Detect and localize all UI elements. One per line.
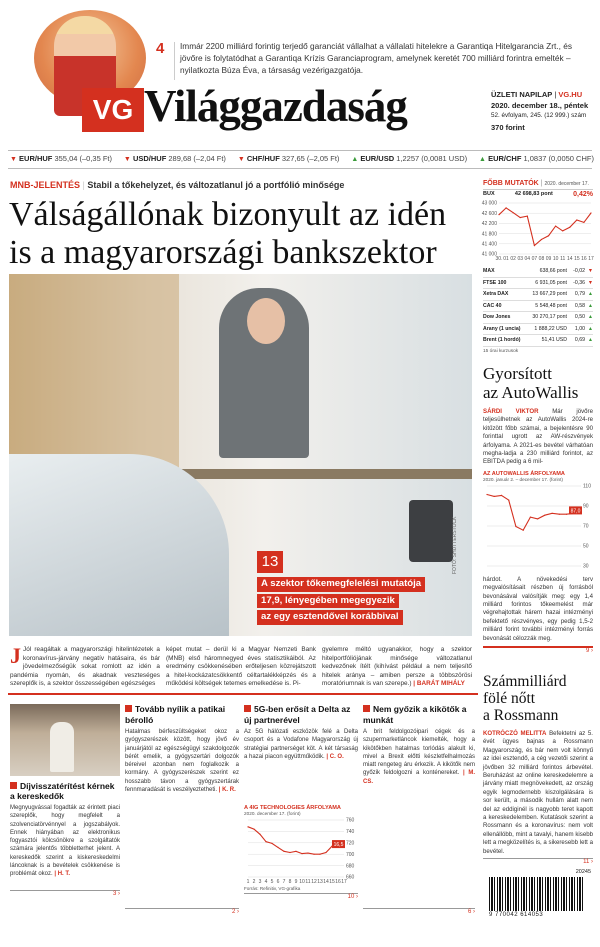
autowallis-page[interactable]: 9 (585, 648, 590, 655)
data-point (569, 227, 570, 228)
series-line (487, 494, 581, 530)
lead-rule (8, 693, 478, 695)
fx-value: 1,0837 (0,0050 CHF) (523, 154, 594, 163)
x-tick-label: 14 (323, 879, 329, 885)
story-4-page[interactable]: 6 (467, 909, 472, 915)
barcode-bars (489, 877, 585, 911)
drop-cap: J (10, 643, 21, 668)
issue-date: 2020. december 18., péntek (491, 101, 589, 110)
bottom-story-1: Díjvisszatérítést kérnek a kereskedők Megnyugvással fogadták az érintett piaci szereplők, hogy megfelelt a szolvenciatörvénnyel a jogszabályok. Ennek hiányában az elektronikus fogyasztói kölcsönökre a szolgáltatók számára jelentős többletterhet jelent. A kereskedők szerint a kiskereskedelmi láncoknak is a bevételek csökkenése is problémát okoz. | H. T. 3 › (10, 704, 120, 897)
fx-pair: CHF/HUF (246, 154, 280, 163)
market-value: 1 888,22 USD (534, 325, 567, 332)
market-row (483, 266, 593, 278)
arrow-down-icon: ▼ (587, 279, 593, 286)
y-tick-label: 41 400 (481, 241, 497, 248)
data-point (548, 235, 549, 236)
data-point (253, 829, 254, 830)
barcode (483, 869, 593, 923)
y-tick-label: 90 (583, 503, 589, 510)
y-tick-label: 41 000 (481, 251, 497, 258)
lead-author: | BARÁT MIHÁLY (413, 680, 465, 688)
autowallis-chart-title: AZ AUTOWALLIS ÁRFOLYAMA (483, 470, 565, 477)
arrow-down-icon: ▼ (123, 156, 131, 163)
y-tick-label: 740 (346, 829, 355, 836)
highlight-number: 13 (257, 551, 283, 573)
x-tick-label: 10 (299, 879, 305, 885)
arrow-up-icon: ▲ (587, 302, 593, 309)
market-change: 0,58 (574, 302, 585, 309)
y-tick-label: 30 (583, 563, 589, 570)
x-tick-label: 09 (545, 256, 552, 262)
market-change: 0,69 (574, 337, 585, 343)
autowallis-story: Gyorsított az AutoWallis SÁRDI VIKTOR Már jövőre teljesülhetnek az AutoWallis 2024-re kitűzött főbb számai, a bejelentésre 90 forinttal ugrott az AW-részvények árfolyama. A 2021-es bevétel várhatóan megha-ladja a 230 milliárd forintot, az EBITDA pedig a 6 mil- AZ AUTOWALLIS ÁRFOLYAMA 2020. január 2. – december 17. (forint) 110 90 70 50 30 87,0 hárdot. A növekedési terv megvalósításait részben új forrásból bevonásával valósítják meg: egy 1,4 milliárd forintos tőkeemelést már végrehajtottak hárem hazai intézményi befektető részvényes, egy pedig 1,5-2 milliárd forint további intézményi forrás bevonását célozzák meg. 9 › (483, 364, 593, 655)
teaser-divider (174, 42, 175, 80)
arrow-up-icon: ▲ (587, 337, 593, 343)
fx-item-4 (479, 154, 594, 166)
data-point (494, 496, 495, 497)
x-tick-label: 4 (264, 879, 268, 885)
market-name: Dow Jones (483, 314, 511, 320)
bottom-story-4: Nem győzik a kikötők a munkát A brit feldolgozóipari cégek és a szupermarketláncok kiemelték, hogy a kikötőkben hatalmas torlódás alakult ki, mivel a Brexit előtti készletfelhalmozás miatt rengeteg áru érkezik. A kikötők nem győzik feldolgozni a konténereket. | M. CS. 6 › (363, 704, 475, 915)
data-point (537, 518, 538, 519)
market-name: FTSE 100 (483, 279, 507, 286)
fx-pair: EUR/CHF (488, 154, 522, 163)
story-1-photo-figure (50, 722, 74, 772)
y-tick-label: 110 (583, 483, 591, 490)
story-3-text: Az 5G hálózati eszközök felé a Delta csoport és a Vodafone Magyarország új stratégiai partnerséget köt. A két társaság a hazai piacon együttműködik. (244, 729, 358, 760)
fx-pair: USD/HUF (132, 154, 167, 163)
autowallis-author: SÁRDI VIKTOR (483, 408, 539, 415)
story-2-page[interactable]: 2 (231, 909, 236, 915)
autowallis-headline[interactable] (483, 364, 593, 402)
market-value: 51,41 USD (541, 337, 567, 343)
photo-card-terminal (409, 500, 453, 562)
series-line (499, 208, 591, 246)
lead-body-col-2: képet mutat – derül ki a Magyar Nemzeti Bank (MNB) első háromnegyed éves statisztikáiból. Az eredmény csökkenésében erőteljesen közrejátszott a hitel-kockázatcsökkentő céltartalékképzés és a működési költségek tetemes emelkedése is. Pi- (166, 646, 316, 688)
fx-item-2 (238, 154, 340, 166)
y-tick-label: 680 (346, 863, 355, 870)
market-rows (483, 266, 593, 347)
markets-panel: FŐBB MUTATÓK | 2020. december 17. BUX 42 698,83 pont 0,42% 43 000 42 600 42 200 41 800 41 400 41 000 30. 01 02 03 04 07 08 09 10 11 14 15 16 17 MAX 638,66 pont -0,02 ▼ FTSE 100 6 931,05 pont -0,36 ▼ Xetra DAX 13 667,29 pont 0,79 ▲ CAC 40 5 548,48 pont 0,58 ▲ Dow Jones 30 270,17 pont 0,50 ▲ Arany (1 uncia) 1 888,22 USD 1,00 ▲ Brent (1 hordó) 51,41 USD 0,69 ▲ 15 órai kurzusok (481, 180, 594, 354)
fx-item-0 (10, 154, 112, 166)
lead-headline-line-1: Válságállónak bizonyult az idén (9, 196, 447, 233)
fx-item-1 (124, 154, 226, 166)
last-value-label: 16,5 (333, 842, 344, 849)
x-tick-label: 01 (503, 256, 509, 262)
data-point (319, 854, 320, 855)
y-tick-label: 50 (583, 543, 589, 550)
autowallis-chart (483, 482, 593, 574)
data-point (520, 217, 521, 218)
x-tick-label: 10 (552, 256, 559, 262)
lead-kicker: MNB-JELENTÉS (10, 180, 81, 190)
x-tick-label: 17 (588, 256, 594, 262)
data-point (265, 841, 266, 842)
site-link[interactable]: VG.HU (558, 90, 583, 99)
bux-change: 0,42% (573, 191, 593, 198)
tagline-block: ÜZLETI NAPILAP | VG.HU 2020. december 18., péntek 52. évfolyam, 245. (12 999.) szám 370 forint (491, 90, 595, 133)
y-tick-label: 660 (346, 874, 355, 881)
lead-body-3: gyelemre méltó ugyanakkor, hogy a szektor hitelportfóliójának minősége változatlanul kedvezőnek ítélt (kihívást például a nem teljesítő hitelek aránya – amiben persze a többszörösi moratóriumnak is van szerepe.) (322, 646, 472, 688)
bottom-story-3: 5G-ben erősít a Delta az új partnerével Az 5G hálózati eszközök felé a Delta csoport és a Vodafone Magyarország új stratégiai partnerséget köt. A két társaság a hazai piacon együttműködik. | C. O. A 4IG TECHNOLOGIES ÁRFOLYAMA 2020. december 17. (forint) 760 740 720 700 680 660 1 2 3 4 5 6 7 8 9 10 11 12 13 14 15 16 17 16,5 Forrás: Refinitiv, VG-grafika 10 › (244, 704, 358, 900)
arrow-down-icon: ▼ (10, 156, 17, 163)
market-name: MAX (483, 268, 495, 274)
story-4-author: | M. CS. (363, 770, 475, 785)
data-point (247, 826, 248, 827)
highlight-box (257, 577, 425, 625)
market-value: 30 270,17 pont (532, 314, 567, 320)
data-point (541, 239, 542, 240)
arrow-up-icon: ▲ (587, 314, 593, 320)
autowallis-text: Már jövőre teljesülhetnek az AutoWallis 2024-re kitűzött főbb számai, a bejelentésre 90 forinttal ugrott az AW-részvények árfolyama. A 2021-es bevétel várhatóan megha-ladja a 230 milliárd forintot, az EBITDA pedig a 6 mil- (483, 408, 593, 466)
lead-subkicker: Stabil a tőkehelyzet, és változatlanul jó a portfólió minősége (87, 180, 345, 190)
x-tick-label: 2 (252, 879, 256, 885)
x-tick-label: 17 (341, 879, 347, 885)
rossmann-author: KOTRÓCZÓ MELITTA (483, 730, 547, 737)
story-4-headline-text: Nem győzik a kikötők a munkát (363, 704, 467, 725)
story-2-author: | K. R. (218, 787, 236, 794)
data-point (559, 513, 560, 514)
arrow-up-icon: ▲ (351, 156, 359, 163)
markets-date: 2020. december 17. (544, 181, 589, 187)
x-tick-label: 3 (258, 879, 262, 885)
x-tick-label: 14 (566, 256, 573, 262)
y-tick-label: 42 600 (481, 210, 497, 217)
arrow-up-icon: ▲ (587, 325, 593, 332)
data-point (498, 214, 499, 215)
y-tick-label: 42 200 (481, 221, 497, 228)
market-change: 0,79 (574, 291, 585, 297)
highlight-line-2: 17,9, lényegében megegyezik (257, 594, 399, 609)
data-point (501, 495, 502, 496)
x-tick-label: 16 (581, 256, 587, 262)
bux-value: 42 698,83 pont (514, 191, 553, 197)
x-tick-label: 08 (538, 256, 545, 262)
lead-body-1: Jól reagáltak a magyarországi hitelintézetek a koronavírus-járvány negatív hatásaira, és bár jövedelmezőségük sokat romlott az idén a pandémia nyomán, és akadnak veszteséges szereplők is, a szektor összességében egészséges (10, 646, 160, 688)
highlight-line-1: A szektor tőkemegfelelési mutatója (257, 577, 425, 592)
x-tick-label: 8 (288, 879, 292, 885)
autowallis-headline-1: Gyorsított (483, 364, 552, 383)
market-change: -0,02 (573, 268, 585, 274)
fx-ticker (10, 154, 594, 166)
story-3-headline[interactable] (244, 704, 358, 725)
x-tick-label: 1 (246, 879, 250, 885)
market-row (483, 312, 593, 324)
fourig-chart-title: A 4IG TECHNOLOGIES ÁRFOLYAMA (244, 805, 341, 811)
photo-credit: FOTÓ: SHUTTERSTOCK (452, 516, 458, 574)
data-point (566, 513, 567, 514)
fx-value: 289,68 (–2,04 Ft) (168, 154, 226, 163)
market-row (483, 301, 593, 313)
story-3-page[interactable]: 10 (347, 894, 355, 900)
market-value: 5 548,48 pont (535, 302, 567, 309)
x-tick-label: 5 (270, 879, 274, 885)
rossmann-headline[interactable] (483, 673, 593, 724)
fx-pair: EUR/USD (360, 154, 395, 163)
data-point (583, 222, 584, 223)
fourig-chart (244, 816, 358, 886)
market-row (483, 278, 593, 290)
rossmann-headline-1: Számmilliárd (483, 673, 567, 690)
story-1-headline[interactable] (10, 781, 120, 801)
price: 370 forint (491, 123, 525, 132)
data-point (530, 516, 531, 517)
photo-teller-face (247, 298, 285, 344)
market-change: 0,50 (574, 314, 585, 320)
story-1-author: | H. T. (54, 871, 71, 878)
data-point (508, 499, 509, 500)
fx-rule (8, 168, 592, 169)
y-tick-label: 41 800 (481, 231, 497, 238)
vg-logo: VG (82, 88, 144, 132)
story-1-page[interactable]: 3 (112, 891, 117, 897)
data-point (527, 216, 528, 217)
market-value: 13 667,29 pont (532, 291, 567, 297)
lead-kicker-row: MNB-JELENTÉS | Stabil a tőkehelyzet, és változatlanul jó a portfólió minősége (10, 180, 345, 190)
market-row (483, 289, 593, 301)
photo-wall (9, 274, 179, 474)
x-tick-label: 07 (531, 256, 538, 262)
lead-body-col-1 (10, 643, 160, 689)
lead-headline-line-2: is a magyarországi bankszektor (9, 234, 437, 271)
data-point (515, 526, 516, 527)
data-point (271, 843, 272, 844)
market-change: 1,00 (574, 325, 585, 332)
data-point (562, 230, 563, 231)
issue-number: 52. évfolyam, 245. (12 999.) szám (491, 112, 587, 119)
data-point (576, 219, 577, 220)
bottom-story-2: Tovább nyílik a patikai bérolló Hatalmas bérfeszültségeket okoz a gyógyszerészek között, hogy jövő év januárjától az egészségügyi szakdolgozók bérét emelik, a gyógyszertári dolgozók béreivel azonban nem foglalkozik a kormány. A gyógyszerészek szerint ez hosszabb távon a gyógyszertárak fennmaradását is veszélyeztetheti. | K. R. 2 › (125, 704, 239, 915)
x-tick-label: 9 (294, 879, 298, 885)
bux-chart (483, 199, 593, 263)
market-value: 6 931,05 pont (535, 279, 567, 286)
market-name: Brent (1 hordó) (483, 337, 521, 343)
market-name: Arany (1 uncia) (483, 325, 521, 332)
story-1-headline-text: Díjvisszatérítést kérnek a kereskedők (10, 781, 115, 801)
x-tick-label: 11 (560, 256, 566, 262)
arrow-down-icon: ▼ (237, 156, 245, 163)
barcode-issue: 20245 (575, 869, 591, 875)
story-2-headline[interactable] (125, 704, 239, 725)
masthead-rule (8, 150, 592, 151)
market-name: CAC 40 (483, 302, 502, 309)
lead-headline[interactable] (9, 196, 446, 272)
market-change: -0,36 (573, 279, 585, 286)
masthead (0, 0, 600, 148)
x-tick-label: 6 (276, 879, 280, 885)
y-tick-label: 720 (346, 840, 355, 847)
highlight-line-3: az egy esztendővel korábbival (257, 610, 403, 625)
data-point (295, 851, 296, 852)
data-point (544, 514, 545, 515)
market-value: 638,66 pont (539, 268, 567, 274)
x-tick-label: 04 (524, 256, 531, 262)
x-tick-label: 02 (510, 256, 516, 262)
page-ref: 4 (156, 40, 165, 57)
last-value-label: 87,0 (570, 508, 581, 515)
x-tick-label: 16 (335, 879, 341, 885)
x-tick-label: 15 (574, 256, 580, 262)
market-name: Xetra DAX (483, 291, 509, 297)
data-point (301, 853, 302, 854)
rossmann-page[interactable]: 11 (583, 859, 590, 865)
story-1-photo (10, 704, 120, 776)
x-tick-label: 11 (305, 879, 311, 885)
fourig-chart-subtitle: 2020. december 17. (forint) (244, 811, 301, 816)
data-point (325, 852, 326, 853)
tagline: ÜZLETI NAPILAP (491, 90, 553, 99)
data-point (277, 847, 278, 848)
story-4-headline[interactable] (363, 704, 475, 725)
newspaper-title: Világgazdaság (144, 81, 407, 131)
x-tick-label: 13 (317, 879, 323, 885)
x-tick-label: 7 (282, 879, 286, 885)
data-point (513, 212, 514, 213)
bux-label: BUX (483, 191, 495, 197)
y-tick-label: 700 (346, 851, 355, 858)
market-row (483, 324, 593, 336)
data-point (307, 852, 308, 853)
markets-note: 15 órai kurzusok (483, 348, 519, 354)
data-point (289, 852, 290, 853)
data-point (590, 212, 591, 213)
data-point (534, 245, 535, 246)
data-point (283, 851, 284, 852)
series-line (248, 827, 344, 854)
lead-body-col-3 (322, 646, 472, 689)
data-point (486, 494, 487, 495)
teaser-text[interactable]: Immár 2200 milliárd forintig terjedő garanciát vállalhat a vállalati hitelekre a Garantiqa Hitelgarancia Zrt., és jövőre is folytatódhat a Garantiqa Krízis Garanciaprogram, amelynek keretét 700 milliárd forintra emelték – nyilatkozta Búza Éva, a társaság vezérigazgatója. (180, 41, 572, 75)
data-point (551, 513, 552, 514)
autowallis-chart-subtitle: 2020. január 2. – december 17. (forint) (483, 476, 563, 482)
fx-pair: EUR/HUF (19, 154, 53, 163)
rossmann-headline-3: a Rossmann (483, 707, 559, 724)
photo-customer (9, 454, 229, 636)
story-2-headline-text: Tovább nyílik a patikai bérolló (125, 704, 226, 725)
data-point (555, 225, 556, 226)
autowallis-cont: hárdot. A növekedési terv megvalósításait részben új forrásból bevonásával valósítják meg: egy 1,4 milliárd forintos tőkeemelést már végrehajtottak hárem hazai intézményi befektető részvényes, egy pedig 1,5-2 milliárd forint további intézményi forrás bevonását célozzák meg. (483, 575, 593, 642)
y-tick-label: 70 (583, 523, 589, 530)
market-row (483, 335, 593, 347)
fourig-chart-source: Forrás: Refinitiv, VG-grafika (244, 886, 301, 891)
x-tick-label: 30. (495, 256, 503, 262)
story-2-text: Hatalmas bérfeszültségeket okoz a gyógyszerészek között, hogy jövő év januárjától az egészségügyi szakdolgozók bérét emelik, a gyógyszertári dolgozók béreivel azonban nem foglalkozik a kormány. A gyógyszerészek szerint ez hosszabb távon a gyógyszertárak fennmaradását is veszélyeztetheti. (125, 729, 239, 794)
y-tick-label: 760 (346, 817, 355, 824)
fx-value: 355,04 (–0,35 Ft) (54, 154, 113, 163)
y-tick-label: 43 000 (481, 200, 497, 207)
autowallis-headline-2: az AutoWallis (483, 383, 579, 402)
x-tick-label: 12 (311, 879, 317, 885)
arrow-up-icon: ▲ (587, 291, 593, 297)
fx-value: 327,65 (–2,05 Ft) (281, 154, 340, 163)
fx-value: 1,2257 (0,0081 USD) (396, 154, 468, 163)
markets-title: FŐBB MUTATÓK (483, 180, 539, 187)
data-point (523, 529, 524, 530)
data-point (259, 834, 260, 835)
fx-item-3 (351, 154, 467, 166)
arrow-up-icon: ▲ (479, 156, 486, 163)
rossmann-story: Számmilliárd fölé nőtt a Rossmann KOTRÓCZÓ MELITTA Befektetni az 5. évét ügyes bajnas a Rossmann Magyarország, és bár nem volt könnyű az idei esztendő, a cég vezetői szerint a jövőben 32 milliárd forintos árbevétel. Beruházást az online kereskedelemre a járvány miatt megnövekedett, az ország egyik legmodernebb kiszolgálására is sor került, a második hullám alatt nem del az eddiginél is nagyobb teret kapott a kereskedelemben. Kutatások szerint a Rossmann és a koronavírus: nem volt ellenállóbb, mint a tavalyi, hanem kisebb lett a megközelítés is, a sikeresebb lett a bevétel. 11 › 20245 9 770042 614053 (483, 673, 593, 923)
story-1-text: Megnyugvással fogadták az érintett piaci szereplők, hogy megfelelt a szolvenciatörvénnyel a jogszabályok. Ennek hiányában az elektronikus fogyasztói kölcsönökre a szolgáltatók számára jelentős többletterhet jelent. A kereskedők szerint a kiskereskedelmi láncoknak is a bevételek csökkenése is problémát okoz. (10, 805, 120, 878)
x-tick-label: 03 (517, 256, 524, 262)
data-point (505, 207, 506, 208)
rossmann-text: Befektetni az 5. évét ügyes bajnas a Rossmann Magyarország, és bár nem volt könnyű az idei esztendő, a cég vezetői szerint a jövőben 32 milliárd forintos árbevétel. Beruházást az online kereskedelemre a járvány miatt megnövekedett, az ország egyik legmodernebb kiszolgálására is sor került, a második hullám alatt nem del az eddiginél is nagyobb teret kapott a kereskedelemben. Kutatások szerint a Rossmann és a koronavírus: nem volt ellenállóbb, mint a tavalyi, hanem kisebb lett a megközelítés is, a sikeresebb lett a bevétel. (483, 730, 593, 855)
story-4-text: A brit feldolgozóipari cégek és a szupermarketláncok kiemelték, hogy a kikötőkben hatalmas torlódás alakult ki, mivel a Brexit előtti készletfelhalmozás miatt rengeteg áru érkezik. A kikötők nem győzik feldolgozni a konténereket. (363, 729, 475, 777)
arrow-down-icon: ▼ (587, 268, 593, 274)
data-point (313, 854, 314, 855)
rossmann-headline-2: fölé nőtt (483, 690, 536, 707)
story-3-headline-text: 5G-ben erősít a Delta az új partnerével (244, 704, 351, 725)
barcode-number: 9 770042 614053 (489, 912, 544, 918)
story-3-author: | C. O. (326, 753, 344, 760)
x-tick-label: 15 (329, 879, 335, 885)
